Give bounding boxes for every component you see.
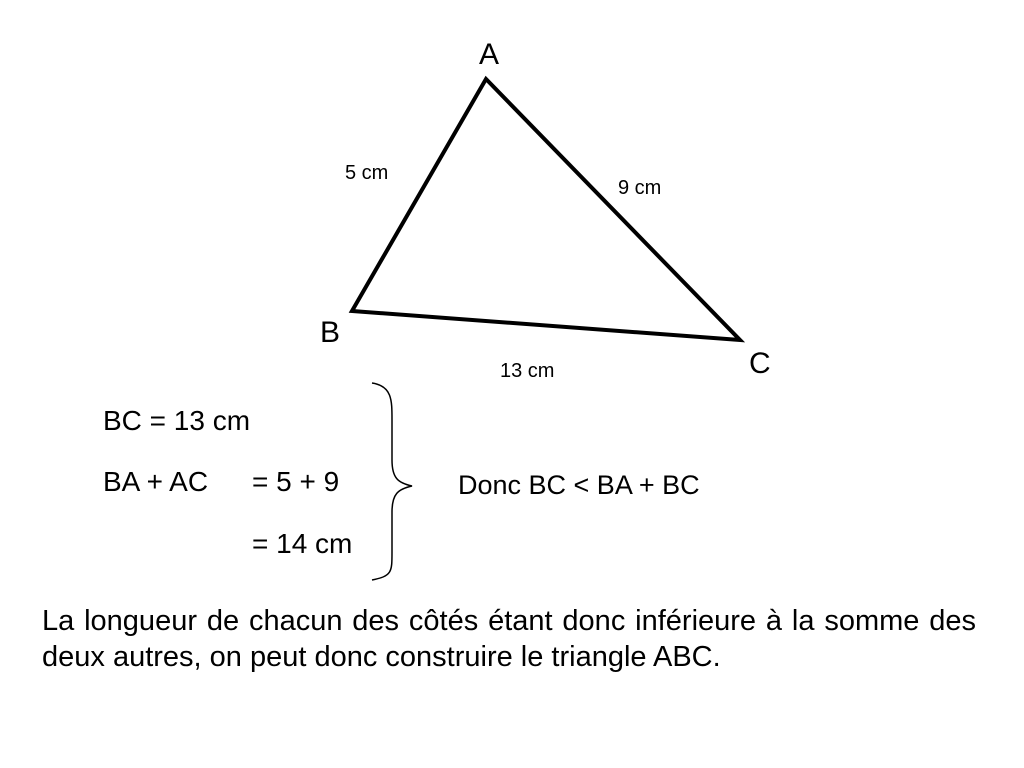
equation-bc: BC = 13 cm (103, 405, 251, 436)
vertex-c-label: C (749, 347, 771, 380)
curly-brace (372, 383, 412, 580)
vertex-a-label: A (479, 38, 500, 71)
triangle-abc (352, 79, 740, 340)
equation-sum-result: = 14 cm (252, 528, 353, 559)
side-ab-label: 5 cm (345, 162, 389, 184)
conclusion-paragraph: La longueur de chacun des côtés étant donc inférieure à la somme des deux autres, on peut donc construire le triangle ABC. (42, 605, 976, 673)
side-bc-label: 13 cm (500, 360, 555, 382)
inequality-result: Donc BC < BA + BC (458, 470, 700, 500)
equation-sum-left: BA + AC (103, 466, 209, 497)
equation-sum-right: = 5 + 9 (252, 466, 340, 497)
side-ac-label: 9 cm (618, 177, 662, 199)
vertex-b-label: B (320, 316, 341, 349)
